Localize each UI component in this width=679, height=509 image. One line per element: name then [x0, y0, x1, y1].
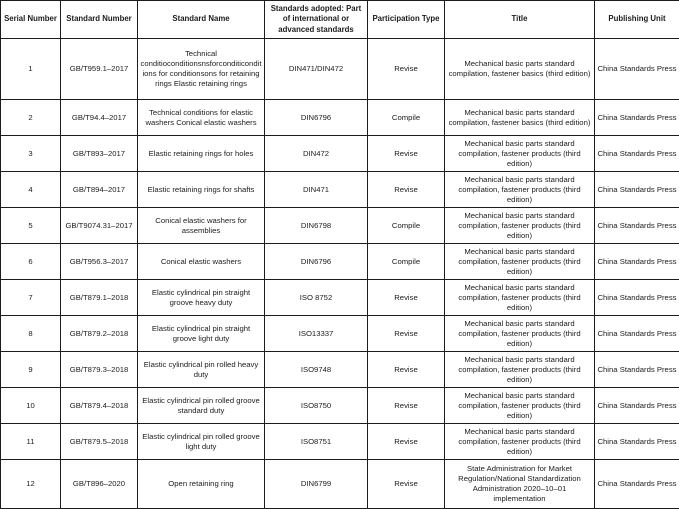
table-row: [1, 352, 679, 388]
cell-participation-type: Revise: [368, 136, 445, 172]
cell-standard-name: Elastic cylindrical pin rolled heavy duty: [138, 352, 265, 388]
cell-adopted-standard: ISO8750: [265, 388, 368, 424]
cell-participation-type: Revise: [368, 172, 445, 208]
cell-serial-number: 2: [1, 100, 61, 136]
cell-standard-name: Elastic cylindrical pin straight groove heavy duty: [138, 280, 265, 316]
cell-standard-number: GB/T879.5–2018: [61, 424, 138, 460]
cell-title: Mechanical basic parts standard compilation, fastener products (third edition): [445, 244, 595, 280]
cell-serial-number: 6: [1, 244, 61, 280]
cell-adopted-standard: DIN6796: [265, 100, 368, 136]
col-header-publishing-unit: Publishing Unit: [595, 1, 679, 39]
cell-standard-number: GB/T896–2020: [61, 460, 138, 509]
cell-standard-number: GB/T879.2–2018: [61, 316, 138, 352]
cell-serial-number: 8: [1, 316, 61, 352]
cell-publishing-unit: China Standards Press: [595, 460, 679, 509]
cell-publishing-unit: China Standards Press: [595, 172, 679, 208]
cell-participation-type: Revise: [368, 39, 445, 100]
table-row: [1, 460, 679, 509]
cell-serial-number: 9: [1, 352, 61, 388]
cell-publishing-unit: China Standards Press: [595, 244, 679, 280]
table-row: [1, 244, 679, 280]
cell-title: Mechanical basic parts standard compilation, fastener products (third edition): [445, 208, 595, 244]
cell-adopted-standard: DIN471: [265, 172, 368, 208]
cell-adopted-standard: DIN6798: [265, 208, 368, 244]
cell-adopted-standard: DIN6796: [265, 244, 368, 280]
cell-adopted-standard: DIN472: [265, 136, 368, 172]
table-row: [1, 39, 679, 100]
col-header-serial-number: Serial Number: [1, 1, 61, 39]
table-header: [1, 1, 679, 39]
cell-standard-name: Elastic retaining rings for holes: [138, 136, 265, 172]
cell-title: Mechanical basic parts standard compilation, fastener products (third edition): [445, 280, 595, 316]
table-row: [1, 136, 679, 172]
cell-standard-number: GB/T894–2017: [61, 172, 138, 208]
cell-standard-name: Elastic cylindrical pin rolled groove standard duty: [138, 388, 265, 424]
cell-standard-number: GB/T959.1–2017: [61, 39, 138, 100]
table-row: [1, 316, 679, 352]
cell-standard-number: GB/T879.4–2018: [61, 388, 138, 424]
col-header-standard-number: Standard Number: [61, 1, 138, 39]
cell-publishing-unit: China Standards Press: [595, 100, 679, 136]
cell-participation-type: Revise: [368, 388, 445, 424]
cell-adopted-standard: DIN6799: [265, 460, 368, 509]
cell-publishing-unit: China Standards Press: [595, 39, 679, 100]
cell-serial-number: 7: [1, 280, 61, 316]
cell-adopted-standard: ISO8751: [265, 424, 368, 460]
cell-standard-name: Technical conditions for elastic washers Conical elastic washers: [138, 100, 265, 136]
table-body: [1, 39, 679, 509]
cell-title: Mechanical basic parts standard compilation, fastener basics (third edition): [445, 100, 595, 136]
cell-participation-type: Revise: [368, 316, 445, 352]
cell-publishing-unit: China Standards Press: [595, 280, 679, 316]
cell-standard-name: Conical elastic washers: [138, 244, 265, 280]
cell-standard-number: GB/T956.3–2017: [61, 244, 138, 280]
table-row: [1, 388, 679, 424]
col-header-adopted-standard: Standards adopted: Part of international or advanced standards: [265, 1, 368, 39]
cell-adopted-standard: ISO9748: [265, 352, 368, 388]
cell-standard-number: GB/T879.1–2018: [61, 280, 138, 316]
cell-serial-number: 3: [1, 136, 61, 172]
cell-title: Mechanical basic parts standard compilation, fastener products (third edition): [445, 172, 595, 208]
cell-publishing-unit: China Standards Press: [595, 316, 679, 352]
cell-standard-number: GB/T9074.31–2017: [61, 208, 138, 244]
cell-title: State Administration for Market Regulation/National Standardization Administration 2020–10–01 implementation: [445, 460, 595, 509]
cell-standard-name: Elastic cylindrical pin straight groove light duty: [138, 316, 265, 352]
header-row: [1, 1, 679, 39]
cell-participation-type: Revise: [368, 460, 445, 509]
cell-participation-type: Revise: [368, 280, 445, 316]
cell-serial-number: 5: [1, 208, 61, 244]
cell-standard-name: Technical conditioconditionsnsforconditiconditions for conditionsons for retaining rings Elastic retaining rings: [138, 39, 265, 100]
table-row: [1, 280, 679, 316]
cell-participation-type: Compile: [368, 244, 445, 280]
table-row: [1, 208, 679, 244]
cell-serial-number: 12: [1, 460, 61, 509]
cell-title: Mechanical basic parts standard compilation, fastener products (third edition): [445, 388, 595, 424]
cell-serial-number: 11: [1, 424, 61, 460]
cell-standard-number: GB/T94.4–2017: [61, 100, 138, 136]
cell-title: Mechanical basic parts standard compilation, fastener products (third edition): [445, 352, 595, 388]
table-row: [1, 424, 679, 460]
cell-serial-number: 10: [1, 388, 61, 424]
cell-adopted-standard: ISO 8752: [265, 280, 368, 316]
cell-publishing-unit: China Standards Press: [595, 388, 679, 424]
cell-publishing-unit: China Standards Press: [595, 136, 679, 172]
cell-standard-number: GB/T893–2017: [61, 136, 138, 172]
cell-publishing-unit: China Standards Press: [595, 352, 679, 388]
cell-standard-number: GB/T879.3–2018: [61, 352, 138, 388]
cell-publishing-unit: China Standards Press: [595, 424, 679, 460]
cell-participation-type: Compile: [368, 100, 445, 136]
cell-participation-type: Revise: [368, 424, 445, 460]
cell-serial-number: 4: [1, 172, 61, 208]
cell-standard-name: Conical elastic washers for assemblies: [138, 208, 265, 244]
col-header-standard-name: Standard Name: [138, 1, 265, 39]
cell-title: Mechanical basic parts standard compilation, fastener basics (third edition): [445, 39, 595, 100]
cell-standard-name: Elastic cylindrical pin rolled groove light duty: [138, 424, 265, 460]
cell-adopted-standard: ISO13337: [265, 316, 368, 352]
cell-participation-type: Compile: [368, 208, 445, 244]
cell-standard-name: Elastic retaining rings for shafts: [138, 172, 265, 208]
cell-adopted-standard: DIN471/DIN472: [265, 39, 368, 100]
cell-title: Mechanical basic parts standard compilation, fastener products (third edition): [445, 424, 595, 460]
cell-serial-number: 1: [1, 39, 61, 100]
table-row: [1, 172, 679, 208]
cell-participation-type: Revise: [368, 352, 445, 388]
table-row: [1, 100, 679, 136]
cell-standard-name: Open retaining ring: [138, 460, 265, 509]
col-header-title: Title: [445, 1, 595, 39]
col-header-participation-type: Participation Type: [368, 1, 445, 39]
cell-title: Mechanical basic parts standard compilation, fastener products (third edition): [445, 316, 595, 352]
cell-publishing-unit: China Standards Press: [595, 208, 679, 244]
cell-title: Mechanical basic parts standard compilation, fastener products (third edition): [445, 136, 595, 172]
